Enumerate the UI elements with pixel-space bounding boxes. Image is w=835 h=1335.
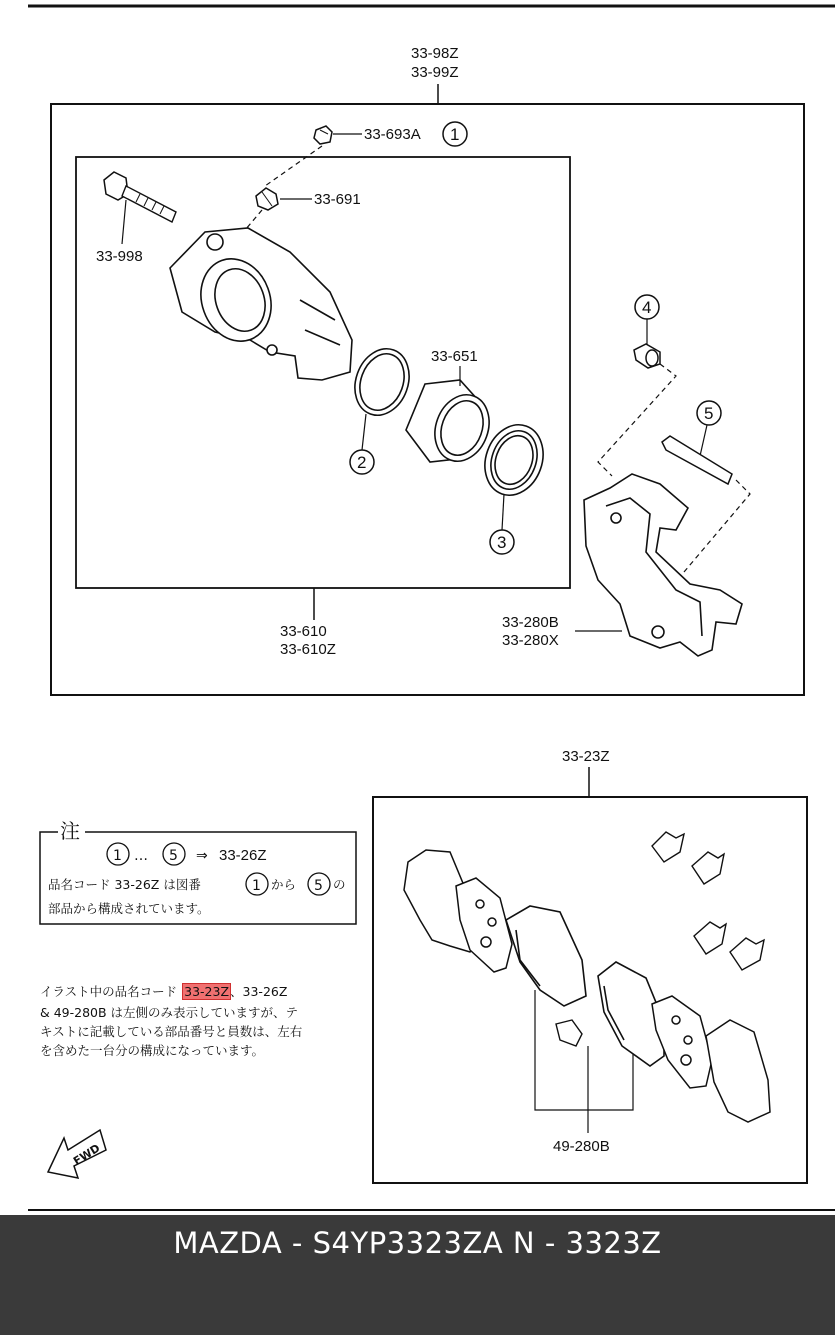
label-49-280b: 49-280B [553, 1138, 610, 1155]
wear-sensor-icon [556, 1020, 582, 1046]
note-line1-ellipsis: … [134, 848, 148, 864]
caliper-bracket-icon [584, 474, 742, 656]
label-33-651: 33-651 [431, 348, 478, 365]
piston-seal-icon [346, 341, 418, 423]
label-33-998: 33-998 [96, 248, 143, 265]
label-33-610z: 33-610Z [280, 641, 336, 658]
label-33-693a: 33-693A [364, 126, 421, 143]
note-line1-circle-b: 5 [169, 848, 178, 864]
bleeder-screw-icon [256, 188, 278, 210]
note-line2-prefix: 品名コード 33-26Z は図番 [48, 877, 201, 892]
note2-line1-prefix: イラスト中の品名コード [40, 984, 178, 999]
note-line3: 部品から構成されています。 [48, 901, 210, 916]
callout-2-text: 2 [357, 453, 367, 472]
label-33-280x: 33-280X [502, 632, 559, 649]
pad-insulator-left-icon [456, 878, 512, 972]
caliper-body-icon [170, 228, 352, 380]
fwd-label: FWD [71, 1141, 103, 1168]
pad-insulator-right-icon [652, 996, 712, 1088]
note-line2-circle-a: 1 [252, 878, 261, 894]
note2-line3: キストに記載している部品番号と員数は、左右 [40, 1024, 303, 1039]
pad-shim-right-icon [706, 1020, 770, 1122]
bleeder-cap-icon [314, 126, 332, 144]
pad-clip-icon [652, 832, 764, 970]
note2-line4: を含めた一台分の構成になっています。 [40, 1043, 265, 1058]
callout-3-text: 3 [497, 533, 507, 552]
guide-pin-icon [662, 436, 732, 484]
note-line1-arrow: ⇒ [196, 848, 208, 864]
note2-line1-suffix: 、33-26Z [230, 984, 288, 999]
label-33-23z: 33-23Z [562, 748, 610, 765]
note-line2-circle-b: 5 [314, 878, 323, 894]
label-33-691: 33-691 [314, 191, 361, 208]
brake-pad-inner-icon [506, 906, 586, 1006]
note-line1-code: 33-26Z [219, 847, 267, 864]
label-33-99z: 33-99Z [411, 64, 459, 81]
guide-bolt-icon [104, 172, 176, 222]
callout-1-text: 1 [450, 125, 460, 144]
note-line2-post: の [333, 877, 346, 892]
callout-4-text: 4 [642, 298, 652, 317]
highlighted-code: 33-23Z [184, 984, 230, 999]
note-box-title: 注 [60, 819, 80, 843]
note-line1-circle-a: 1 [113, 848, 122, 864]
note2-line1 [40, 982, 287, 1001]
note2-line2: & 49-280B は左側のみ表示していますが、テ [40, 1005, 299, 1020]
note-line2-mid: から [271, 877, 297, 892]
piston-icon [406, 380, 498, 469]
label-33-610: 33-610 [280, 623, 327, 640]
guide-pin-boot-icon [634, 344, 660, 368]
fwd-arrow-icon [48, 1130, 106, 1178]
footer-part-number: MAZDA - S4YP3323ZA N - 3323Z [173, 1226, 662, 1260]
callout-5-text: 5 [704, 404, 714, 423]
label-33-98z: 33-98Z [411, 45, 459, 62]
label-33-280b: 33-280B [502, 614, 559, 631]
